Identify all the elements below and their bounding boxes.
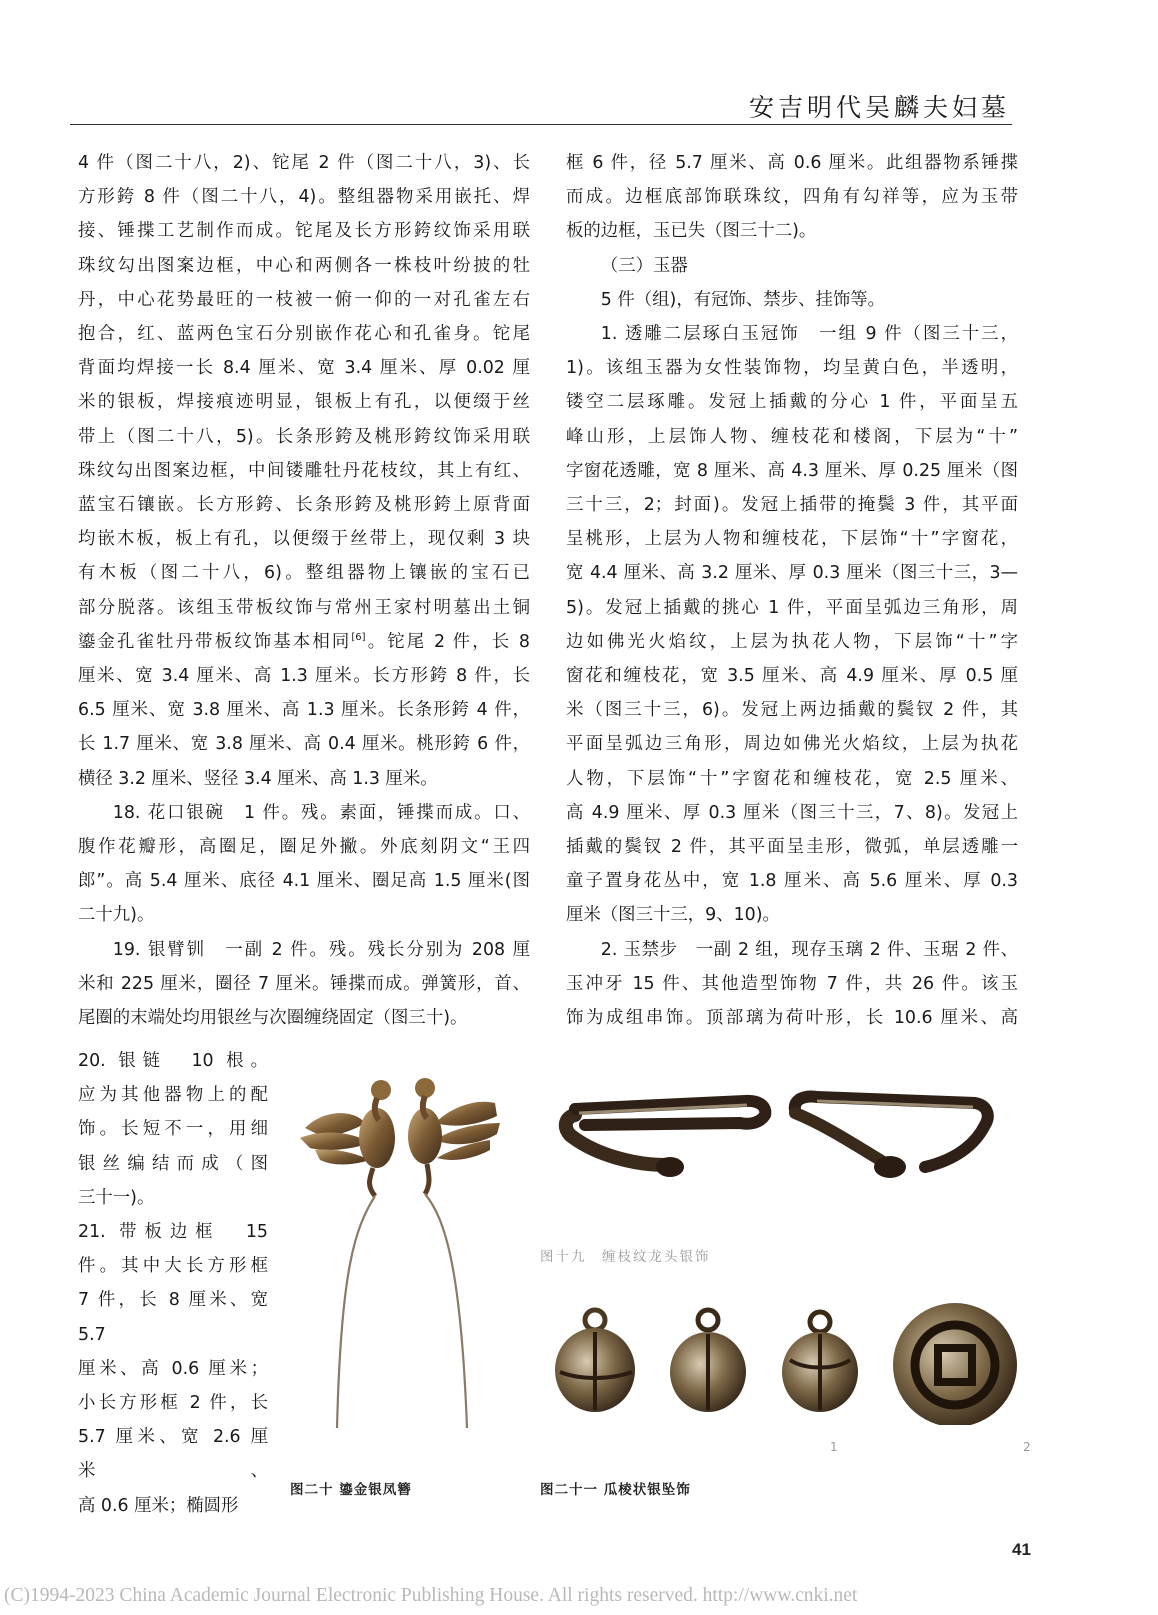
phoenix-left-icon	[300, 1080, 395, 1428]
paragraph-line: 均嵌木板，板上有孔，以便缀于丝带上，现仅剩 3 块	[78, 529, 530, 550]
paragraph-line: 高 0.6 厘米；椭圆形	[78, 1495, 239, 1516]
paragraph-line: 方形銙 8 件（图二十八，4)。整组器物采用嵌托、焊	[78, 187, 530, 208]
paragraph-line: 饰为成组串饰。顶部璃为荷叶形，长 10.6 厘米、高	[566, 1008, 1018, 1029]
paragraph-line: 童子置身花丛中，宽 1.8 厘米、高 5.6 厘米、厚 0.3	[566, 871, 1018, 892]
paragraph-line: 长 1.7 厘米、宽 3.8 厘米、高 0.4 厘米。桃形銙 6 件，	[78, 734, 530, 755]
paragraph-line: 米和 225 厘米，圈径 7 厘米。锤揲而成。弹簧形，首、	[78, 973, 530, 994]
paragraph-line: 厘米、高 0.6 厘米；	[78, 1358, 268, 1379]
paragraph-line: 件。其中大长方形框	[78, 1256, 268, 1277]
page-number: 41	[1012, 1540, 1031, 1559]
paragraph-line: 板的边框，玉已失（图三十二)。	[566, 221, 817, 242]
paragraph-line: 接、锤揲工艺制作而成。铊尾及长方形銙纹饰采用联	[78, 221, 530, 242]
armlet-left-icon	[566, 1101, 765, 1177]
left-column	[78, 146, 530, 1035]
paragraph-line: 米的银板，焊接痕迹明显，银板上有孔，以便缀于丝	[78, 392, 530, 413]
paragraph-line: 丹，中心花势最旺的一枝被一俯一仰的一对孔雀左右	[78, 289, 530, 310]
item-heading-line: 18. 花口银碗 1 件。残。素面，锤揲而成。口、	[112, 802, 530, 823]
paragraph-line: 宽 4.4 厘米、高 3.2 厘米、厚 0.3 厘米（图三十三，3—	[566, 563, 1018, 584]
item-heading-line: 1. 透雕二层琢白玉冠饰 一组 9 件（图三十三，	[600, 324, 1018, 345]
item-heading-line: 19. 银臂钏 一副 2 件。残。残长分别为 208 厘	[112, 939, 530, 960]
running-header-title: 安吉明代吴麟夫妇墓	[748, 93, 1010, 122]
copyright-footer: (C)1994-2023 China Academic Journal Electronic Publishing House. All rights reserved. http://www.cnki.net	[4, 1585, 858, 1606]
paragraph-line-with-note	[78, 625, 530, 659]
figure-21-caption: 图二十一 瓜棱状银坠饰	[540, 1482, 691, 1498]
pendant-1-icon	[555, 1310, 635, 1412]
armlet-right-icon	[795, 1097, 988, 1178]
pendant-2-icon	[670, 1310, 746, 1412]
paragraph-line: 饰。长短不一，用细	[78, 1119, 268, 1140]
narrow-column	[78, 1044, 268, 1523]
paragraph-line: 二十九)。	[78, 905, 155, 926]
item-heading-line: 21. 带板边框 15	[78, 1222, 268, 1243]
paragraph-line: 抱合，红、蓝两色宝石分别嵌作花心和孔雀身。铊尾	[78, 324, 530, 345]
paragraph-line: 6.5 厘米、宽 3.8 厘米、高 1.3 厘米。长条形銙 4 件，	[78, 700, 530, 721]
paragraph-line: 玉冲牙 15 件、其他造型饰物 7 件，共 26 件。该玉	[566, 973, 1018, 994]
paragraph-line: 1)。该组玉器为女性装饰物，均呈黄白色，半透明，	[566, 358, 1018, 379]
figure-19-caption: 图十九 缠枝纹龙头银饰	[540, 1249, 711, 1265]
paragraph-line: 4 件（图二十八，2)、铊尾 2 件（图二十八，3)、长	[78, 153, 530, 173]
paragraph-line: 应为其他器物上的配	[78, 1085, 268, 1106]
paragraph-line: 背面均焊接一长 8.4 厘米、宽 3.4 厘米、厚 0.02 厘	[78, 358, 530, 379]
paragraph-line: 5)。发冠上插戴的挑心 1 件，平面呈弧边三角形，周	[566, 597, 1018, 618]
paragraph-line: 银丝编结而成（图	[78, 1153, 268, 1174]
figure-19-dragon-head-ornament-photo	[555, 1085, 1005, 1195]
paragraph-line: 尾圈的末端处均用银丝与次圈缠绕固定（图三十)。	[78, 1008, 468, 1029]
paragraph-line: 镂空二层琢雕。发冠上插戴的分心 1 件，平面呈五	[566, 392, 1018, 413]
paragraph-line: 框 6 件，径 5.7 厘米、高 0.6 厘米。此组器物系锤揲	[566, 153, 1018, 173]
figure-21-label-2: 2	[1023, 1440, 1031, 1454]
paragraph-line: 而成。边框底部饰联珠纹，四角有勾祥等，应为玉带	[566, 187, 1018, 208]
paragraph-line: 珠纹勾出图案边框，中心和两侧各一株枝叶纷披的牡	[78, 255, 530, 276]
paragraph-line: 郎”。高 5.4 厘米、底径 4.1 厘米、圈足高 1.5 厘米(图	[78, 871, 530, 892]
figure-20-caption: 图二十 鎏金银凤簪	[290, 1482, 412, 1498]
line-text-continued: 。铊尾 2 件，长 8	[365, 631, 530, 652]
paragraph-line: 厘米（图三十三，9、10)。	[566, 905, 780, 926]
pendant-3-icon	[782, 1312, 858, 1412]
paragraph-line: 三十三，2；封面)。发冠上插带的掩鬓 3 件，其平面	[566, 495, 1018, 516]
right-column	[566, 146, 1018, 1035]
line-text: 鎏金孔雀牡丹带板纹饰基本相同	[78, 631, 352, 652]
paragraph-line: 珠纹勾出图案边框，中间镂雕牡丹花枝纹，其上有红、	[78, 460, 530, 481]
paragraph-line: 有木板（图二十八，6)。整组器物上镶嵌的宝石已	[78, 563, 530, 584]
figure-21-label-1: 1	[830, 1440, 838, 1454]
paragraph-line: 三十一)。	[78, 1187, 155, 1208]
paragraph-line: 小长方形框 2 件，长	[78, 1393, 268, 1414]
header-rule	[70, 124, 1012, 125]
paragraph-line: 字窗花透雕，宽 8 厘米、高 4.3 厘米、厚 0.25 厘米（图	[566, 460, 1018, 481]
paragraph-line: 部分脱落。该组玉带板纹饰与常州王家村明墓出土铜	[78, 597, 530, 618]
paragraph-line: 峰山形，上层饰人物、缠枝花和楼阁，下层为“十”	[566, 426, 1018, 447]
footnote-reference[interactable]: [6]	[351, 631, 366, 643]
paragraph-line: 米（图三十三，6)。发冠上两边插戴的鬓钗 2 件，其	[566, 700, 1018, 721]
paragraph-line: 边如佛光火焰纹，上层为执花人物，下层饰“十”字	[566, 631, 1018, 652]
item-heading-line: 2. 玉禁步 一副 2 组，现存玉璃 2 件、玉琚 2 件、	[600, 939, 1018, 960]
phoenix-right-icon	[408, 1078, 500, 1428]
paragraph-line: 横径 3.2 厘米、竖径 3.4 厘米、高 1.3 厘米。	[78, 768, 438, 789]
paragraph-line: 7 件，长 8 厘米、宽 5.7	[78, 1290, 268, 1345]
paragraph-line: 厘米、宽 3.4 厘米、高 1.3 厘米。长方形銙 8 件，长	[78, 666, 530, 687]
figure-21-melon-pendants-photo	[540, 1300, 1030, 1425]
paragraph-line: 蓝宝石镶嵌。长方形銙、长条形銙及桃形銙上原背面	[78, 495, 530, 516]
paragraph-line: 呈桃形，上层为人物和缠枝花，下层饰“十”字窗花，	[566, 529, 1018, 550]
figure-20-phoenix-hairpins-photo	[285, 1068, 515, 1438]
paragraph-line: 高 4.9 厘米、厚 0.3 厘米（图三十三，7、8)。发冠上	[566, 802, 1018, 823]
paragraph-line: 插戴的鬓钗 2 件，其平面呈圭形，微弧，单层透雕一	[566, 837, 1018, 858]
section-heading: （三）玉器	[600, 255, 688, 276]
paragraph-line: 带上（图二十八，5)。长条形銙及桃形銙纹饰采用联	[78, 426, 530, 447]
paragraph-line: 平面呈弧边三角形，周边如佛光火焰纹，上层为执花	[566, 734, 1018, 755]
paragraph-line: 腹作花瓣形，高圈足，圈足外撇。外底刻阴文“王四	[78, 837, 530, 858]
item-heading-line: 20. 银链 10 根。	[78, 1051, 268, 1071]
paragraph-line: 5.7 厘米、宽 2.6 厘米、	[78, 1427, 268, 1482]
paragraph-line: 人物，下层饰“十”字窗花和缠枝花，宽 2.5 厘米、	[566, 768, 1018, 789]
paragraph-line: 窗花和缠枝花，宽 3.5 厘米、高 4.9 厘米、厚 0.5 厘	[566, 666, 1018, 687]
paragraph-line: 5 件（组)，有冠饰、禁步、挂饰等。	[600, 289, 886, 310]
pendant-top-view-icon	[893, 1303, 1017, 1425]
